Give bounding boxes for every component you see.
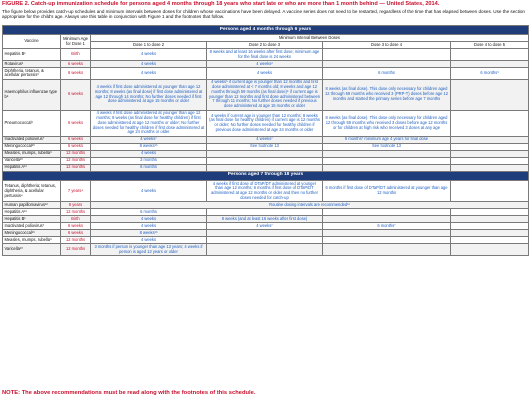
- vaccine-name: Meningococcal¹³: [3, 143, 61, 150]
- min-age: 6 weeks: [61, 60, 91, 67]
- interval-dose2-3: See footnote 13: [207, 143, 323, 150]
- table-row: [3, 237, 529, 244]
- interval-dose1-2: 4 weeks: [91, 49, 207, 61]
- vaccine-name: Tetanus, diphtheria; tetanus, diphtheria, & acellular pertussis⁴: [3, 180, 61, 201]
- interval-dose1-2: 8 weeks¹³: [91, 230, 207, 237]
- vaccine-name: Human papillomavirus¹²: [3, 202, 61, 209]
- interval-dose1-2: 4 weeks: [91, 223, 207, 230]
- vaccine-name: Hepatitis A¹¹: [3, 164, 61, 171]
- interval-dose4-5: [451, 143, 529, 150]
- footnote-note: NOTE: The above recommendations must be read along with the footnotes of this schedule.: [2, 390, 256, 396]
- min-age: 6 weeks: [61, 230, 91, 237]
- interval-dose2-3: 4 weeks: [207, 67, 323, 79]
- min-age: 12 months: [61, 237, 91, 244]
- min-age: 9 years: [61, 202, 91, 209]
- interval-dose1-2: Routine dosing intervals are recommended¹²: [91, 202, 529, 209]
- interval-dose4-5: [451, 150, 529, 157]
- header-dose1-2: Dose 1 to dose 2: [91, 42, 207, 49]
- vaccine-name: Hepatitis A¹¹: [3, 209, 61, 216]
- interval-dose1-2: 4 weeks⁷: [91, 136, 207, 143]
- interval-dose2-3: [207, 244, 323, 256]
- interval-dose1-2: 6 months: [91, 209, 207, 216]
- vaccine-name: Haemophilus influenzae type b⁵: [3, 79, 61, 110]
- min-age: 6 weeks: [61, 67, 91, 79]
- interval-dose2-3: [207, 230, 323, 237]
- interval-dose2-3: 4 weeks⁷: [207, 136, 323, 143]
- min-age: 6 weeks: [61, 223, 91, 230]
- interval-dose4-5: [451, 157, 529, 164]
- interval-dose1-2: 4 weeks: [91, 67, 207, 79]
- vaccine-name: Hepatitis B¹: [3, 49, 61, 61]
- interval-dose2-3: 4 weeks if current age is younger than 12 months; 8 weeks (as final dose for healthy children) if current age is 12 months or older; No further doses needed for healthy children if previous dose administered at age 24 months or older: [207, 110, 323, 136]
- interval-dose3-4: [323, 60, 451, 67]
- header-min-interval: Minimum Interval Between Doses: [91, 35, 529, 42]
- table-row: [3, 216, 529, 223]
- interval-dose1-2: 4 weeks: [91, 60, 207, 67]
- header-dose3-4: Dose 3 to dose 4: [323, 42, 451, 49]
- interval-dose1-2: 4 weeks: [91, 150, 207, 157]
- interval-dose1-2: 3 months: [91, 157, 207, 164]
- interval-dose3-4: [323, 209, 451, 216]
- interval-dose3-4: 8 weeks (as final dose). This dose only necessary for children aged 12 through 59 months who received 3 (PRP-T) doses before age 12 months and started the primary series before age 7 months: [323, 79, 451, 110]
- interval-dose2-3: 4 weeks⁵ if current age is younger than 12 months and first dose administered at < 7 months old; 8 weeks and age 12 months through 59 months (as final dose)⁵ if current age is younger than 12 months and first dose administered between 7 through 11 months; No further doses needed if previous dose administered at age 15 months or older: [207, 79, 323, 110]
- interval-dose3-4: [323, 244, 451, 256]
- table-row: [3, 79, 529, 110]
- section-band-older: [3, 171, 529, 180]
- interval-dose3-4: [323, 157, 451, 164]
- interval-dose1-2: 8 weeks¹³: [91, 143, 207, 150]
- interval-dose2-3: 8 weeks (and at least 16 weeks after first dose): [207, 216, 323, 223]
- vaccine-name: Rotavirus²: [3, 60, 61, 67]
- min-age: 12 months: [61, 150, 91, 157]
- interval-dose4-5: [451, 110, 529, 136]
- section-band-young-label: Persons aged 4 months through 6 years: [3, 26, 529, 35]
- min-age: 6 weeks: [61, 136, 91, 143]
- interval-dose1-2: 4 weeks if first dose administered at younger than age 12 months; 8 weeks (as final dose) if first dose administered at age 12 through 14 months; No further doses needed if first dose administered at age 15 months or older: [91, 79, 207, 110]
- interval-dose4-5: [451, 209, 529, 216]
- interval-dose3-4: [323, 150, 451, 157]
- vaccine-name: Measles, mumps, rubella⁹: [3, 150, 61, 157]
- interval-dose4-5: [451, 223, 529, 230]
- vaccine-name: Hepatitis B¹: [3, 216, 61, 223]
- table-row: [3, 49, 529, 61]
- table-row: [3, 157, 529, 164]
- section-band-young: [3, 26, 529, 35]
- interval-dose3-4: 8 weeks (as final dose). This dose only necessary for children aged 12 through 59 months who received 3 doses before age 12 months or for children at high risk who received 3 doses at any age: [323, 110, 451, 136]
- interval-dose2-3: [207, 157, 323, 164]
- header-row: [3, 35, 529, 42]
- table-row: [3, 60, 529, 67]
- interval-dose2-3: 4 weeks⁷: [207, 223, 323, 230]
- interval-dose4-5: [451, 244, 529, 256]
- min-age: 7 years⁴: [61, 180, 91, 201]
- interval-dose2-3: [207, 164, 323, 171]
- interval-dose4-5: 6 months³: [451, 67, 529, 79]
- interval-dose1-2: 4 weeks if first dose administered at younger than age 12 months; 8 weeks (as final dose for healthy children) if first dose administered at age 12 months or older; No further doses needed for healthy children if first dose administered at age 24 months or older: [91, 110, 207, 136]
- interval-dose1-2: 3 months if person is younger than age 13 years; 4 weeks if person is aged 13 years or older: [91, 244, 207, 256]
- interval-dose4-5: [451, 49, 529, 61]
- interval-dose2-3: 4 weeks if first dose of DTaP/DT administered at younger than age 12 months; 6 months if first dose of DTaP/DT administered at age 12 months or older and then no further doses needed for catch-up: [207, 180, 323, 201]
- min-age: 12 months: [61, 157, 91, 164]
- interval-dose1-2: 4 weeks: [91, 180, 207, 201]
- table-row: [3, 180, 529, 201]
- interval-dose3-4: 6 months⁷ minimum age 4 years for final dose: [323, 136, 451, 143]
- table-row: [3, 209, 529, 216]
- header-vaccine: Vaccine: [3, 35, 61, 49]
- interval-dose2-3: [207, 209, 323, 216]
- header-min-age: Minimum Age for Dose 1: [61, 35, 91, 49]
- table-row: [3, 143, 529, 150]
- header-dose2-3: Dose 2 to dose 3: [207, 42, 323, 49]
- table-row: [3, 150, 529, 157]
- table-row: [3, 202, 529, 209]
- interval-dose3-4: 6 months: [323, 67, 451, 79]
- min-age: 6 weeks: [61, 143, 91, 150]
- min-age: Birth: [61, 216, 91, 223]
- table-row: [3, 110, 529, 136]
- catchup-table: [2, 25, 529, 256]
- vaccine-name: Inactivated poliovirus⁷: [3, 136, 61, 143]
- interval-dose4-5: [451, 164, 529, 171]
- interval-dose3-4: 6 months if first dose of DTaP/DT administered at younger than age 12 months: [323, 180, 451, 201]
- interval-dose1-2: 6 months: [91, 164, 207, 171]
- interval-dose4-5: [451, 60, 529, 67]
- interval-dose3-4: [323, 230, 451, 237]
- interval-dose2-3: 8 weeks and at least 16 weeks after first dose; minimum age for the final dose is 24 weeks: [207, 49, 323, 61]
- interval-dose3-4: 6 months⁷: [323, 223, 451, 230]
- vaccine-name: Diphtheria, tetanus, & acellular pertussis³: [3, 67, 61, 79]
- min-age: Birth: [61, 49, 91, 61]
- table-row: [3, 136, 529, 143]
- table-row: [3, 164, 529, 171]
- min-age: 12 months: [61, 209, 91, 216]
- interval-dose4-5: [451, 136, 529, 143]
- vaccine-name: Measles, mumps, rubella⁹: [3, 237, 61, 244]
- vaccine-name: Meningococcal¹³: [3, 230, 61, 237]
- interval-dose3-4: See footnote 13: [323, 143, 451, 150]
- vaccine-name: Varicella¹⁰: [3, 157, 61, 164]
- table-row: [3, 67, 529, 79]
- interval-dose1-2: 4 weeks: [91, 216, 207, 223]
- interval-dose1-2: 4 weeks: [91, 237, 207, 244]
- interval-dose4-5: [451, 180, 529, 201]
- interval-dose2-3: 4 weeks²: [207, 60, 323, 67]
- min-age: 6 weeks: [61, 110, 91, 136]
- figure-intro: The figure below provides catch-up schedules and minimum intervals between doses for children whose vaccinations have been delayed. A vaccine series does not need to be restarted, regardless of the time that has elapsed between doses. Use the section appropriate for the child's age. Always use this table in conjunction with Figure 1 and the footnotes that follow.: [2, 9, 525, 20]
- section-band-older-label: Persons aged 7 through 18 years: [3, 171, 529, 180]
- min-age: 12 months: [61, 244, 91, 256]
- header-dose4-5: Dose 4 to dose 5: [451, 42, 529, 49]
- table-row: [3, 230, 529, 237]
- vaccine-name: Varicella¹⁰: [3, 244, 61, 256]
- interval-dose3-4: [323, 237, 451, 244]
- interval-dose2-3: [207, 150, 323, 157]
- vaccine-name: Inactivated poliovirus⁷: [3, 223, 61, 230]
- figure-title: FIGURE 2. Catch-up immunization schedule for persons aged 4 months through 18 years who start late or who are more than 1 month behind — United States, 2014.: [2, 1, 440, 7]
- vaccine-name: Pneumococcal⁶: [3, 110, 61, 136]
- interval-dose3-4: [323, 49, 451, 61]
- interval-dose4-5: [451, 237, 529, 244]
- interval-dose3-4: [323, 164, 451, 171]
- interval-dose2-3: [207, 237, 323, 244]
- min-age: 12 months: [61, 164, 91, 171]
- interval-dose4-5: [451, 216, 529, 223]
- interval-dose3-4: [323, 216, 451, 223]
- table-row: [3, 244, 529, 256]
- min-age: 6 weeks: [61, 79, 91, 110]
- table-row: [3, 223, 529, 230]
- interval-dose4-5: [451, 230, 529, 237]
- interval-dose4-5: [451, 79, 529, 110]
